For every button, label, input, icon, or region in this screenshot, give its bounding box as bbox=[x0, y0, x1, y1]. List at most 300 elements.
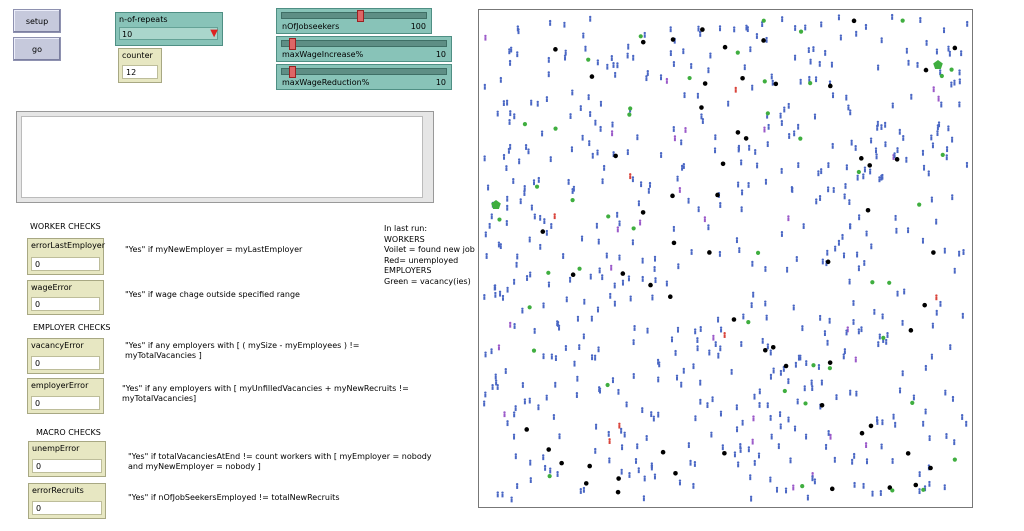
worker-agent bbox=[660, 152, 662, 158]
worker-agent bbox=[548, 71, 550, 77]
worker-agent bbox=[789, 457, 791, 463]
chooser-value[interactable]: 10 bbox=[119, 27, 218, 40]
worker-agent bbox=[756, 162, 758, 168]
slider-nOfJobseekers[interactable] bbox=[276, 8, 432, 34]
worker-agent bbox=[794, 25, 796, 31]
worker-agent bbox=[715, 341, 717, 347]
worker-agent bbox=[751, 85, 753, 91]
worker-agent bbox=[625, 401, 627, 407]
worker-agent bbox=[525, 144, 527, 150]
worker-agent bbox=[562, 253, 564, 259]
legend-line: Green = vacancy(ies) bbox=[384, 276, 471, 286]
worker-agent bbox=[614, 72, 616, 78]
worker-agent bbox=[848, 199, 850, 205]
worker-agent bbox=[749, 46, 751, 52]
employer-agent bbox=[859, 156, 864, 161]
worker-agent bbox=[765, 179, 767, 185]
worker-agent bbox=[852, 300, 854, 306]
worker-agent bbox=[495, 374, 497, 380]
worker-agent bbox=[808, 76, 810, 82]
worker-agent bbox=[838, 14, 840, 20]
worker-agent bbox=[598, 267, 600, 273]
worker-agent bbox=[924, 408, 926, 414]
worker-agent bbox=[648, 188, 650, 194]
slider-value: 10 bbox=[435, 78, 446, 87]
worker-agent bbox=[750, 302, 752, 308]
worker-agent bbox=[851, 459, 853, 465]
worker-agent bbox=[687, 198, 689, 204]
employer-agent bbox=[761, 38, 766, 43]
worker-agent bbox=[838, 240, 840, 246]
worker-agent bbox=[509, 322, 511, 328]
worker-agent bbox=[660, 74, 662, 80]
worker-agent bbox=[694, 461, 696, 467]
worker-agent bbox=[505, 368, 507, 374]
slider-track[interactable] bbox=[281, 68, 447, 75]
vacancy-employer-agent bbox=[546, 271, 550, 275]
counter-label: counter bbox=[122, 51, 153, 60]
monitor-unempError bbox=[28, 441, 106, 477]
legend-line: Voilet = found new job bbox=[384, 245, 475, 254]
worker-agent bbox=[827, 162, 829, 168]
worker-agent bbox=[871, 491, 873, 497]
worker-agent bbox=[618, 220, 620, 226]
worker-agent bbox=[850, 140, 852, 146]
worker-agent bbox=[542, 454, 544, 460]
worker-agent bbox=[901, 370, 903, 376]
worker-agent bbox=[817, 170, 819, 176]
output-text-area[interactable] bbox=[21, 116, 423, 198]
slider-maxWageIncrease[interactable] bbox=[276, 36, 452, 62]
chevron-down-icon[interactable]: ▼ bbox=[210, 28, 218, 39]
worker-agent bbox=[877, 121, 879, 127]
vacancy-employer-agent bbox=[570, 198, 574, 202]
worker-agent bbox=[793, 130, 795, 136]
monitor-label: errorLastEmployer bbox=[31, 241, 106, 250]
worker-agent bbox=[563, 22, 565, 28]
worker-agent bbox=[799, 79, 801, 85]
worker-agent bbox=[512, 178, 514, 184]
worker-agent bbox=[549, 468, 551, 474]
slider-track[interactable] bbox=[281, 40, 447, 47]
worker-agent bbox=[533, 179, 535, 185]
worker-agent bbox=[740, 341, 742, 347]
worker-agent bbox=[855, 356, 857, 362]
monitor-label: vacancyError bbox=[31, 341, 84, 350]
worker-agent bbox=[584, 46, 586, 52]
worker-agent bbox=[694, 328, 696, 334]
worker-agent bbox=[618, 423, 620, 429]
worker-agent bbox=[534, 213, 536, 219]
worker-agent bbox=[865, 230, 867, 236]
worker-agent bbox=[657, 376, 659, 382]
worker-agent bbox=[502, 295, 504, 301]
worker-agent bbox=[753, 394, 755, 400]
worker-agent bbox=[598, 239, 600, 245]
vacancy-employer-agent bbox=[627, 113, 631, 117]
worker-agent bbox=[669, 26, 671, 32]
worker-agent bbox=[676, 176, 678, 182]
monitor-label: wageError bbox=[31, 283, 72, 292]
worker-agent bbox=[503, 411, 505, 417]
worker-agent bbox=[801, 325, 803, 331]
worker-agent bbox=[877, 65, 879, 71]
vacancy-employer-agent bbox=[917, 202, 921, 206]
worker-agent bbox=[928, 170, 930, 176]
worker-agent bbox=[844, 183, 846, 189]
go-button[interactable] bbox=[13, 37, 61, 61]
worker-agent bbox=[680, 382, 682, 388]
worker-agent bbox=[529, 271, 531, 277]
worker-agent bbox=[858, 328, 860, 334]
worker-agent bbox=[879, 334, 881, 340]
worker-agent bbox=[541, 130, 543, 136]
worker-agent bbox=[647, 70, 649, 76]
worker-agent bbox=[916, 62, 918, 68]
worker-agent bbox=[894, 422, 896, 428]
worker-agent bbox=[673, 226, 675, 232]
worker-agent bbox=[891, 14, 893, 20]
worker-agent bbox=[514, 405, 516, 411]
worker-agent bbox=[516, 51, 518, 57]
employer-agent bbox=[616, 490, 621, 495]
worker-agent bbox=[706, 402, 708, 408]
worker-agent bbox=[901, 320, 903, 326]
worker-agent bbox=[799, 355, 801, 361]
worker-agent bbox=[781, 120, 783, 126]
worker-agent bbox=[498, 242, 500, 248]
worker-agent bbox=[846, 164, 848, 170]
worker-agent bbox=[845, 329, 847, 335]
worker-agent bbox=[835, 394, 837, 400]
worker-agent bbox=[944, 390, 946, 396]
worker-agent bbox=[936, 49, 938, 55]
vacancy-employer-agent bbox=[828, 366, 832, 370]
worker-agent bbox=[884, 141, 886, 147]
worker-agent bbox=[538, 177, 540, 183]
worker-agent bbox=[673, 126, 675, 132]
worker-agent bbox=[714, 147, 716, 153]
worker-agent bbox=[788, 133, 790, 139]
worker-agent bbox=[484, 391, 486, 397]
worker-agent bbox=[670, 50, 672, 56]
worker-agent bbox=[849, 390, 851, 396]
worker-agent bbox=[796, 256, 798, 262]
worker-agent bbox=[610, 265, 612, 271]
employer-agent bbox=[661, 450, 666, 455]
worker-agent bbox=[633, 325, 635, 331]
worker-agent bbox=[723, 332, 725, 338]
worker-agent bbox=[958, 69, 960, 75]
n-of-repeats-chooser[interactable] bbox=[115, 12, 223, 46]
worker-agent bbox=[553, 213, 555, 219]
worker-agent bbox=[958, 251, 960, 257]
slider-knob[interactable] bbox=[357, 10, 364, 22]
worker-agent bbox=[550, 156, 552, 162]
worker-agent bbox=[645, 435, 647, 441]
worker-agent bbox=[606, 253, 608, 259]
worker-agent bbox=[862, 173, 864, 179]
worker-agent bbox=[485, 231, 487, 237]
worker-agent bbox=[795, 362, 797, 368]
worker-agent bbox=[884, 122, 886, 128]
worker-agent bbox=[767, 402, 769, 408]
employer-agent bbox=[703, 81, 708, 86]
worker-agent bbox=[641, 258, 643, 264]
worker-agent bbox=[932, 323, 934, 329]
employer-agent bbox=[571, 272, 576, 277]
worker-agent bbox=[679, 479, 681, 485]
worker-agent bbox=[947, 125, 949, 131]
worker-agent bbox=[735, 87, 737, 93]
worker-agent bbox=[679, 187, 681, 193]
worker-agent bbox=[870, 243, 872, 249]
worker-agent bbox=[834, 246, 836, 252]
worker-agent bbox=[583, 299, 585, 305]
legend-line: WORKERS bbox=[384, 234, 425, 244]
monitor-label: unempError bbox=[32, 444, 80, 453]
worker-agent bbox=[629, 296, 631, 302]
worker-agent bbox=[902, 135, 904, 141]
worker-agent bbox=[516, 483, 518, 489]
worker-agent bbox=[644, 32, 646, 38]
vacancy-employer-agent bbox=[535, 185, 539, 189]
worker-agent bbox=[518, 158, 520, 164]
worker-agent bbox=[596, 223, 598, 229]
worker-agent bbox=[770, 434, 772, 440]
worker-agent bbox=[571, 89, 573, 95]
worker-agent bbox=[499, 291, 501, 297]
employer-agent bbox=[671, 37, 676, 42]
worker-agent bbox=[589, 16, 591, 22]
worker-agent bbox=[754, 149, 756, 155]
worker-agent bbox=[483, 294, 485, 300]
worker-agent bbox=[751, 261, 753, 267]
worker-agent bbox=[529, 398, 531, 404]
employer-agent bbox=[909, 328, 914, 333]
worker-agent bbox=[733, 26, 735, 32]
vacancy-employer-agent bbox=[910, 401, 914, 405]
output-area[interactable] bbox=[16, 111, 434, 203]
worker-agent bbox=[587, 94, 589, 100]
employer-agent bbox=[922, 303, 927, 308]
worker-agent bbox=[819, 315, 821, 321]
worker-agent bbox=[616, 212, 618, 218]
worker-agent bbox=[636, 134, 638, 140]
worker-agent bbox=[632, 55, 634, 61]
worker-agent bbox=[935, 294, 937, 300]
worker-agent bbox=[567, 179, 569, 185]
worker-agent bbox=[501, 491, 503, 497]
legend-note bbox=[384, 224, 475, 287]
worker-agent bbox=[943, 27, 945, 33]
worker-agent bbox=[944, 248, 946, 254]
worker-agent bbox=[523, 190, 525, 196]
legend-line: In last run: bbox=[384, 224, 428, 233]
worker-agent bbox=[488, 223, 490, 229]
worker-agent bbox=[639, 220, 641, 226]
vacancy-employer-agent bbox=[901, 19, 905, 23]
worker-agent bbox=[577, 316, 579, 322]
worker-agent bbox=[870, 137, 872, 143]
worker-agent bbox=[876, 416, 878, 422]
worker-agent bbox=[770, 374, 772, 380]
worker-agent bbox=[894, 215, 896, 221]
worker-agent bbox=[720, 327, 722, 333]
monitor-employerError bbox=[27, 378, 104, 414]
employer-agent bbox=[621, 271, 626, 276]
worker-agent bbox=[546, 395, 548, 401]
worker-agent bbox=[626, 53, 628, 59]
employer-agent bbox=[546, 447, 551, 452]
worker-agent bbox=[576, 376, 578, 382]
worker-agent bbox=[544, 465, 546, 471]
worker-agent bbox=[763, 127, 765, 133]
worker-agent bbox=[543, 218, 545, 224]
setup-button[interactable] bbox=[13, 9, 61, 33]
employer-agent bbox=[774, 82, 779, 87]
worker-agent bbox=[794, 425, 796, 431]
worker-agent bbox=[811, 385, 813, 391]
worker-agent bbox=[651, 295, 653, 301]
vacancy-employer-agent bbox=[632, 226, 636, 230]
worker-agent bbox=[638, 467, 640, 473]
worker-agent bbox=[819, 61, 821, 67]
worker-agent bbox=[962, 249, 964, 255]
worker-agent bbox=[953, 80, 955, 86]
employer-agent bbox=[699, 105, 704, 110]
worker-agent bbox=[719, 202, 721, 208]
worker-agent bbox=[516, 254, 518, 260]
employer-agent bbox=[723, 45, 728, 50]
worker-agent bbox=[506, 100, 508, 106]
legend-line: EMPLOYERS bbox=[384, 266, 432, 275]
worker-agent bbox=[595, 424, 597, 430]
vacancy-employer-agent bbox=[639, 34, 643, 38]
worker-agent bbox=[638, 200, 640, 206]
worker-agent bbox=[597, 307, 599, 313]
worker-agent bbox=[564, 55, 566, 61]
worker-agent bbox=[764, 266, 766, 272]
worker-agent bbox=[506, 420, 508, 426]
worker-agent bbox=[529, 236, 531, 242]
worker-agent bbox=[767, 141, 769, 147]
world-view[interactable] bbox=[478, 9, 973, 508]
worker-agent bbox=[966, 21, 968, 27]
employer-agent bbox=[590, 74, 595, 79]
vacancy-employer-agent bbox=[687, 76, 691, 80]
worker-agent bbox=[550, 223, 552, 229]
worker-agent bbox=[673, 61, 675, 67]
worker-agent bbox=[611, 55, 613, 61]
worker-agent bbox=[508, 48, 510, 54]
worker-agent bbox=[821, 380, 823, 386]
worker-agent bbox=[783, 107, 785, 113]
employer-agent bbox=[736, 130, 741, 135]
slider-value: 100 bbox=[410, 22, 426, 31]
employer-agent bbox=[587, 464, 592, 469]
worker-agent bbox=[940, 102, 942, 108]
worker-agent bbox=[953, 439, 955, 445]
worker-agent bbox=[524, 185, 526, 191]
worker-agent bbox=[521, 308, 523, 314]
slider-knob[interactable] bbox=[289, 38, 296, 50]
worker-agent bbox=[654, 277, 656, 283]
worker-agent bbox=[618, 255, 620, 261]
worker-agent bbox=[506, 196, 508, 202]
worker-agent bbox=[827, 430, 829, 436]
monitor-vacancyError bbox=[27, 338, 104, 374]
worker-agent bbox=[566, 296, 568, 302]
worker-agent bbox=[928, 481, 930, 487]
worker-agent bbox=[633, 373, 635, 379]
worker-agent bbox=[805, 360, 807, 366]
worker-agent bbox=[719, 25, 721, 31]
section-worker-checks: WORKER CHECKS bbox=[30, 222, 101, 231]
worker-agent bbox=[487, 185, 489, 191]
worker-agent bbox=[843, 193, 845, 199]
employer-agent bbox=[553, 47, 558, 52]
worker-agent bbox=[752, 415, 754, 421]
worker-agent bbox=[822, 258, 824, 264]
worker-agent bbox=[767, 124, 769, 130]
worker-agent bbox=[930, 134, 932, 140]
worker-agent bbox=[530, 477, 532, 483]
slider-track[interactable] bbox=[281, 12, 427, 19]
worker-agent bbox=[548, 281, 550, 287]
worker-agent bbox=[530, 100, 532, 106]
employer-agent bbox=[584, 481, 589, 486]
worker-agent bbox=[720, 411, 722, 417]
worker-agent bbox=[491, 213, 493, 219]
worker-agent bbox=[949, 344, 951, 350]
worker-agent bbox=[628, 472, 630, 478]
worker-agent bbox=[809, 59, 811, 65]
worker-agent bbox=[666, 280, 668, 286]
employer-agent bbox=[616, 476, 621, 481]
monitor-errorRecruits bbox=[28, 483, 106, 519]
worker-agent bbox=[495, 380, 497, 386]
worker-agent bbox=[922, 238, 924, 244]
worker-agent bbox=[688, 442, 690, 448]
worker-agent bbox=[620, 469, 622, 475]
worker-agent bbox=[621, 444, 623, 450]
worker-agent bbox=[854, 145, 856, 151]
worker-agent bbox=[749, 474, 751, 480]
worker-agent bbox=[919, 17, 921, 23]
vacancy-employer-agent bbox=[553, 127, 557, 131]
worker-agent bbox=[657, 359, 659, 365]
worker-agent bbox=[649, 182, 651, 188]
worker-agent bbox=[515, 453, 517, 459]
worker-agent bbox=[697, 93, 699, 99]
worker-agent bbox=[891, 458, 893, 464]
worker-agent bbox=[925, 365, 927, 371]
worker-agent bbox=[952, 396, 954, 402]
slider-maxWageReduction[interactable] bbox=[276, 64, 452, 90]
worker-agent bbox=[918, 488, 920, 494]
vacancy-employer-agent bbox=[783, 389, 787, 393]
vacancy-employer-agent bbox=[606, 214, 610, 218]
worker-agent bbox=[785, 487, 787, 493]
worker-agent bbox=[564, 50, 566, 56]
worker-agent bbox=[802, 223, 804, 229]
worker-agent bbox=[513, 434, 515, 440]
worker-agent bbox=[946, 154, 948, 160]
worker-agent bbox=[578, 344, 580, 350]
worker-agent bbox=[959, 78, 961, 84]
slider-knob[interactable] bbox=[289, 66, 296, 78]
